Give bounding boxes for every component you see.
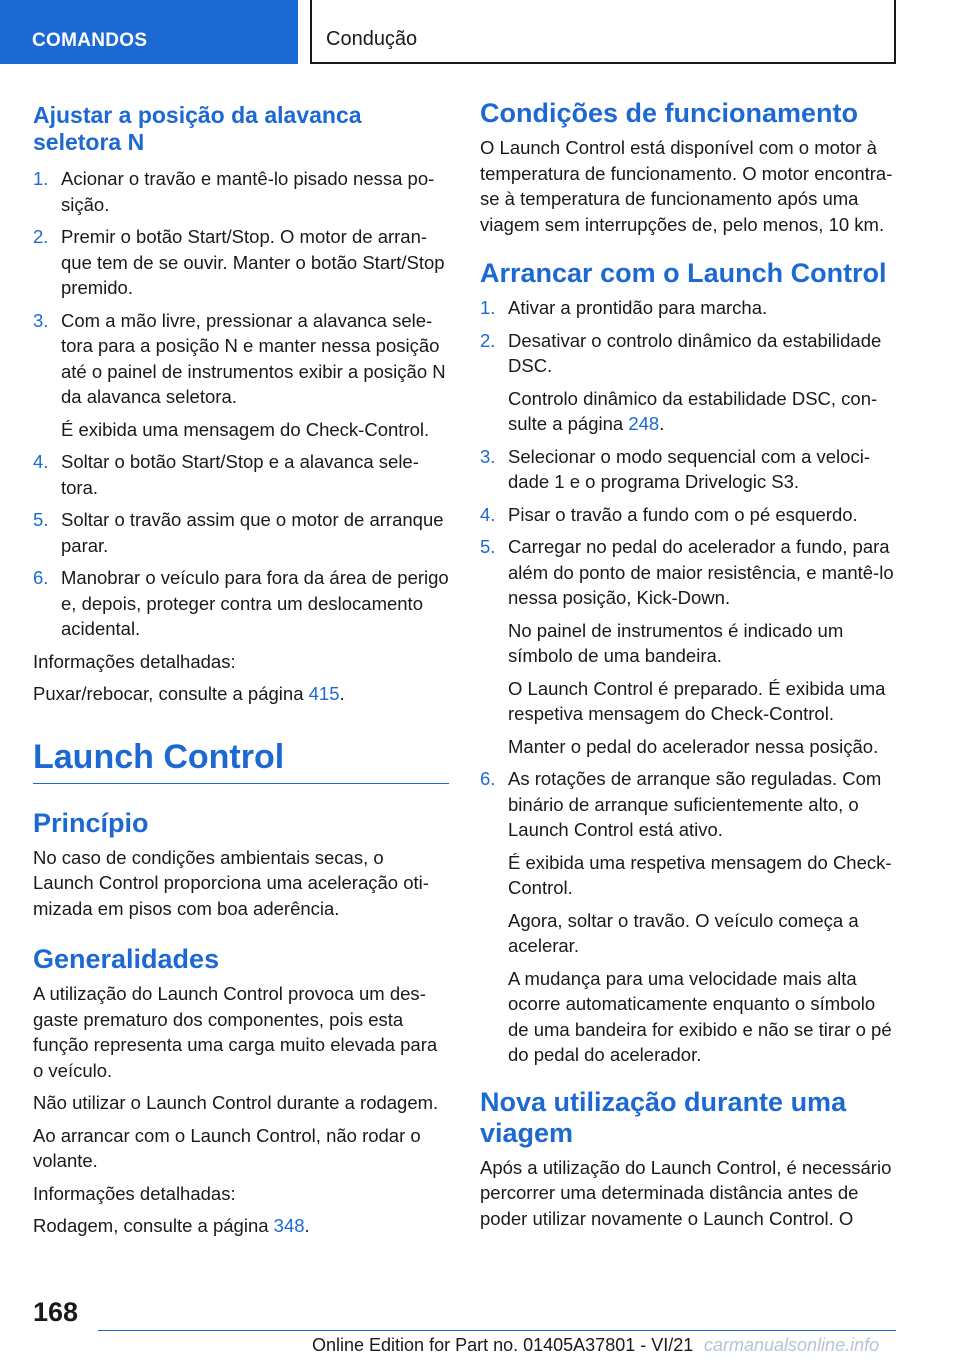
chapter-title-launch-control: Launch Control <box>33 737 449 784</box>
step-text: Acionar o travão e mantê-lo pisado nessa posição. <box>61 168 435 215</box>
step-text: Com a mão livre, pressionar a alavanca seletora para a posição N e manter nessa posição até o painel de instrumentos exibir a posição N da alavanca seletora. <box>61 309 446 407</box>
subsection-title-selector-n: Ajustar a posição da alavanca seletora N <box>33 102 362 155</box>
step-text: Soltar o botão Start/Stop e a alavanca seletora. <box>61 451 419 498</box>
reference-end: . <box>339 683 345 704</box>
list-item <box>33 565 449 642</box>
reference-end: . <box>659 413 665 434</box>
step-number: 4. <box>480 503 496 525</box>
chapter-label: Condução <box>326 28 418 50</box>
list-item <box>33 224 449 301</box>
reference-text: Rodagem, consulte a página <box>33 1215 274 1236</box>
list-item <box>480 534 898 759</box>
step-note: É exibida uma respetiva mensagem do Check-Control. <box>508 851 892 898</box>
section-title-operating-conditions: Condições de funcionamento <box>480 98 859 128</box>
principle-text: No caso de condições ambientais secas, o Launch Control proporciona uma aceleração otimizada em pisos com boa aderência. <box>33 846 429 919</box>
reference-end: . <box>304 1215 310 1236</box>
reference-towing <box>33 681 449 707</box>
page-link-415[interactable]: 415 <box>308 683 340 704</box>
step-note: No painel de instrumentos é indicado um símbolo de uma bandeira. <box>508 619 844 666</box>
reference-running-in <box>33 1213 449 1239</box>
general-paragraph: Ao arrancar com o Launch Control, não rodar o volante. <box>33 1124 421 1171</box>
footer-divider <box>98 1330 896 1331</box>
list-item <box>480 502 898 528</box>
step-note: A mudança para uma velocidade mais alta ocorre automaticamente enquanto o símbolo de uma bandeira for exibido e não se tirar o pé do pedal do acelerador. <box>508 967 892 1065</box>
info-label: Informações detalhadas: <box>33 650 236 672</box>
list-item <box>33 166 449 217</box>
reference-text: Puxar/rebocar, consulte a página <box>33 683 309 704</box>
step-number: 1. <box>480 297 496 318</box>
list-item <box>33 308 449 443</box>
section-tab <box>0 0 298 64</box>
section-title-principle: Princípio <box>33 807 149 838</box>
step-text: Selecionar o modo sequencial com a velocidade 1 e o programa Drivelogic S3. <box>508 445 870 492</box>
list-item <box>480 766 898 1068</box>
step-text: As rotações de arranque são reguladas. Com binário de arranque suficientemente alto, o Launch Control está ativo. <box>508 768 882 840</box>
step-text: Soltar o travão assim que o motor de arranque parar. <box>61 509 444 556</box>
section-label: COMANDOS <box>32 30 148 51</box>
info-label: Informações detalhadas: <box>33 1182 236 1204</box>
step-text: Ativar a prontidão para marcha. <box>508 297 768 318</box>
conditions-text: O Launch Control está disponível com o motor à temperatura de funcionamento. O motor encontra-se à temperatura de funcionamento após uma viagem sem interrupções de, pelo menos, 10 km. <box>480 137 893 235</box>
list-item <box>480 444 898 495</box>
reference-text: Controlo dinâmico da estabilidade DSC, consulte a página <box>508 387 878 434</box>
step-text: Manobrar o veículo para fora da área de perigo e, depois, proteger contra um deslocamento acidental. <box>61 567 449 639</box>
list-item <box>33 507 449 558</box>
section-title-general: Generalidades <box>33 944 220 974</box>
list-item <box>480 295 898 321</box>
step-note <box>508 386 898 437</box>
step-note: É exibida uma mensagem do Check-Control. <box>61 418 430 440</box>
step-number: 3. <box>33 309 49 331</box>
step-number: 6. <box>33 567 49 588</box>
edition-label: Online Edition for Part no. 01405A37801 - VI/21 <box>312 1335 694 1355</box>
step-text: Carregar no pedal do acelerador a fundo, para além do ponto de maior resistência, e mantê-lo nessa posição, Kick-Down. <box>508 536 894 608</box>
page-number: 168 <box>33 1297 79 1327</box>
section-title-start-launch-control: Arrancar com o Launch Control <box>480 258 887 288</box>
left-column <box>33 98 449 1246</box>
page-link-348[interactable]: 348 <box>273 1215 305 1236</box>
step-text: Premir o botão Start/Stop. O motor de arranque tem de se ouvir. Manter o botão Start/Stop premido. <box>61 226 445 298</box>
step-number: 2. <box>33 226 49 247</box>
general-paragraph: A utilização do Launch Control provoca um desgaste prematuro dos componentes, pois esta função representa uma carga muito elevada para o veículo. <box>33 983 438 1081</box>
step-note: O Launch Control é preparado. É exibida uma respetiva mensagem do Check-Control. <box>508 677 886 724</box>
watermark: carmanualsonline.info <box>704 1335 880 1355</box>
selector-n-steps <box>33 166 449 642</box>
step-number: 1. <box>33 168 49 189</box>
step-text: Pisar o travão a fundo com o pé esquerdo. <box>508 503 858 525</box>
chapter-header <box>310 0 896 64</box>
reuse-text: Após a utilização do Launch Control, é necessário percorrer uma determinada distância antes de poder utilizar novamente o Launch Control. O <box>480 1156 892 1229</box>
step-number: 6. <box>480 768 496 789</box>
right-column <box>480 98 898 1238</box>
step-number: 5. <box>33 509 49 530</box>
page-link-248[interactable]: 248 <box>628 413 660 434</box>
list-item <box>480 328 898 437</box>
launch-steps <box>480 295 898 1068</box>
step-note: Manter o pedal do acelerador nessa posição. <box>508 735 879 757</box>
step-number: 5. <box>480 536 496 557</box>
list-item <box>33 449 449 500</box>
step-number: 2. <box>480 329 496 351</box>
general-paragraph: Não utilizar o Launch Control durante a rodagem. <box>33 1092 439 1113</box>
step-text: Desativar o controlo dinâmico da estabilidade DSC. <box>508 329 882 376</box>
step-number: 3. <box>480 445 496 467</box>
step-note: Agora, soltar o travão. O veículo começa a acelerar. <box>508 909 859 956</box>
step-number: 4. <box>33 451 49 472</box>
section-title-reuse: Nova utilização durante uma viagem <box>480 1086 847 1148</box>
